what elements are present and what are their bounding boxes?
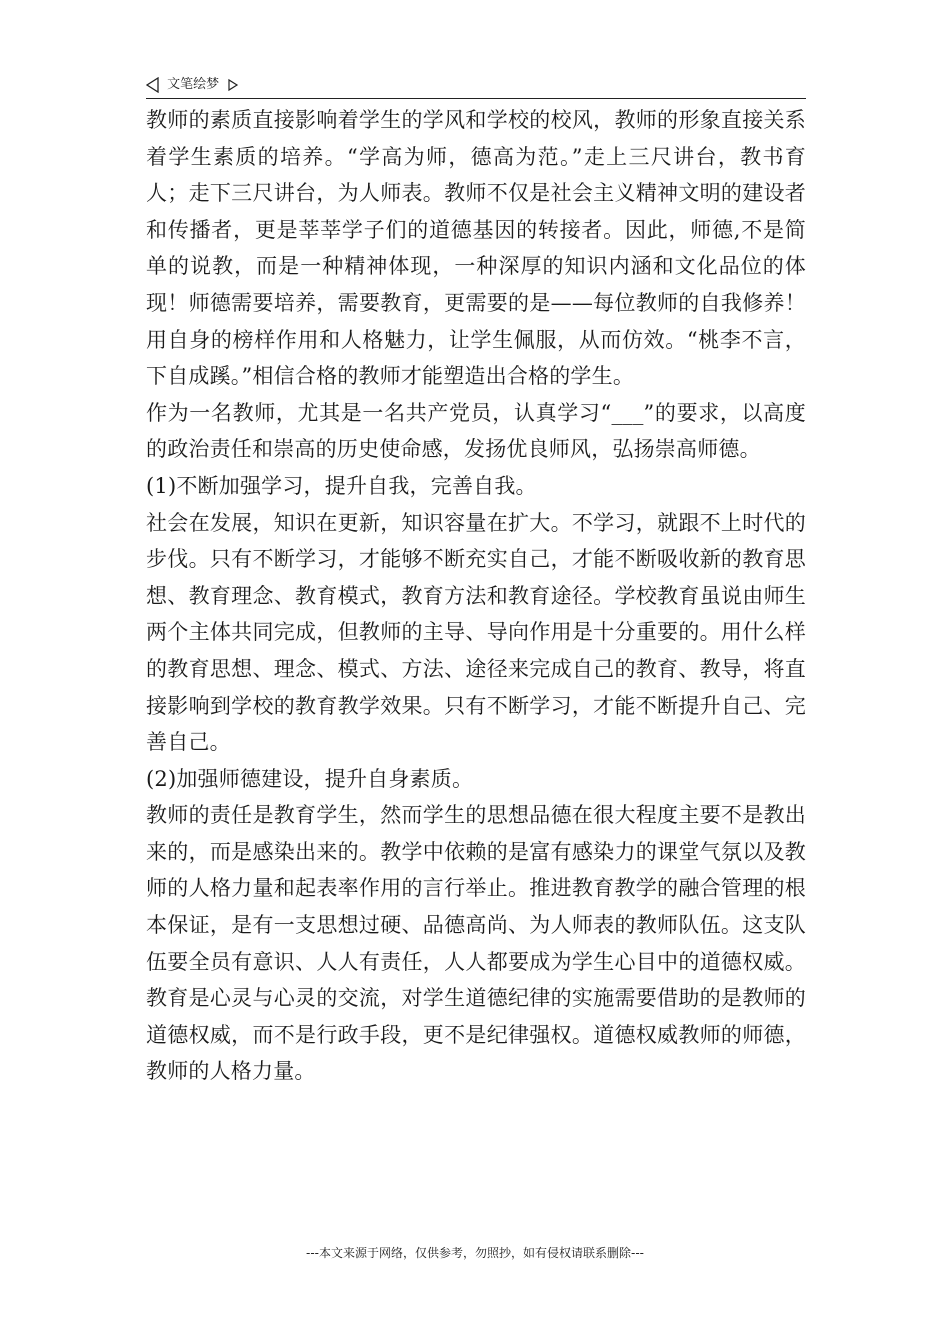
section-heading-2: (2)加强师德建设，提升自身素质。 <box>146 766 474 791</box>
header-brand: 文笔绘梦 <box>167 77 220 92</box>
paragraph-learning: 社会在发展，知识在更新，知识容量在扩大。不学习，就跟不上时代的步伐。只有不断学习，才能够不断充实自己，才能不断吸收新的教育思想、教育理念、教育模式，教育方法和教育途径。学校教育虽说由师生两个主体共同完成，但教师的主导、导向作用是十分重要的。用什么样的教育思想、理念、模式、方法、途径来完成自己的教育、教导，将直接影响到学校的教育教学效果。只有不断学习，才能不断提升自己、完善自己。 <box>146 510 806 755</box>
section-heading-1: (1)不断加强学习，提升自我，完善自我。 <box>146 473 537 498</box>
paragraph-intro: 教师的素质直接影响着学生的学风和学校的校风，教师的形象直接关系着学生素质的培养。“学高为师，德高为范。”走上三尺讲台，教书育人；走下三尺讲台，为人师表。教师不仅是社会主义精神文明的建设者和传播者，更是莘莘学子们的道德基因的转接者。因此，师德,不是简单的说教，而是一种精神体现，一种深厚的知识内涵和文化品位的体现！师德需要培养，需要教育，更需要的是——每位教师的自我修养！用自身的榜样作用和人格魅力，让学生佩服，从而仿效。“桃李不言，下自成蹊。”相信合格的教师才能塑造出合格的学生。 <box>146 108 806 389</box>
triangle-right-icon <box>227 78 239 92</box>
paragraph-ethics: 教师的责任是教育学生，然而学生的思想品德在很大程度主要不是教出来的，而是感染出来的。教学中依赖的是富有感染力的课堂气氛以及教师的人格力量和起表率作用的言行举止。推进教育教学的融合管理的根本保证，是有一支思想过硬、品德高尚、为人师表的教师队伍。这支队伍要全员有意识、人人有责任，人人都要成为学生心目中的道德权威。教育是心灵与心灵的交流，对学生道德纪律的实施需要借助的是教师的道德权威，而不是行政手段，更不是纪律强权。道德权威教师的师德，教师的人格力量。 <box>146 803 806 1084</box>
paragraph-requirement: 作为一名教师，尤其是一名共产党员，认真学习“___”的要求，以高度的政治责任和崇高的历史使命感，发扬优良师风，弘扬崇高师德。 <box>146 400 806 462</box>
document-body <box>146 102 806 1090</box>
triangle-left-icon <box>146 77 160 93</box>
page-footer: ---本文来源于网络，仅供参考，勿照抄，如有侵权请联系删除--- <box>306 1246 644 1260</box>
page-header <box>146 74 806 99</box>
